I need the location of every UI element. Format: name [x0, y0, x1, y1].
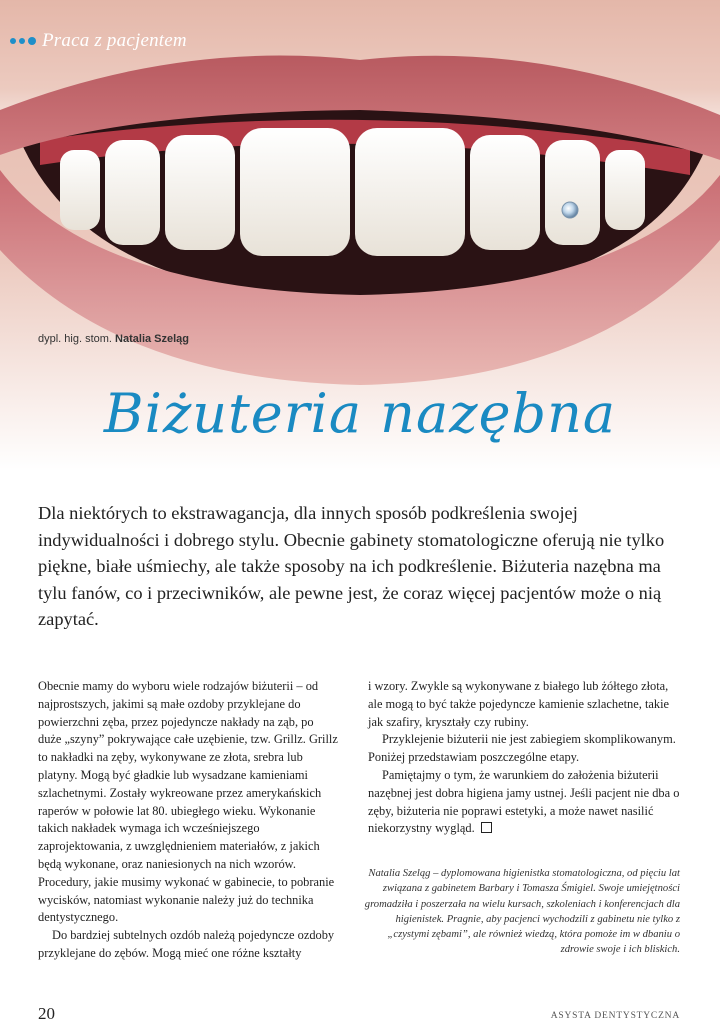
- author-byline: [38, 333, 189, 345]
- author-bio: Natalia Szeląg – dyplomowana higienistka stomatologiczna, od pięciu lat związana z gabinetem Barbary i Tomasza Śmigiel. Swoje umiejętności gromadziła i poszerzała na wielu kursach, szkoleniach i konferencjach dla higienistek. Pragnie, aby pacjenci wychodzili z gabinetu nie tylko z „czystymi zębami”, ale również wiedzą, która pomoże im w dbaniu o zdrowie swoje i ich bliskich.: [364, 868, 680, 956]
- paragraph: Obecnie mamy do wyboru wiele rodzajów biżuterii – od najprostszych, jakimi są małe ozdoby przyklejane do powierzchni zęba, przez pojedyncze nakłady na ząb, po duże „szyny” pokrywające całe uzębienie, tzw. Grillz. Grillz to nakładki na zęby, wykonywane ze złota, srebra lub platyny. Mogą być gładkie lub wysadzane kamieniami szlachetnymi. Zostały wykreowane przez amerykańskich raperów w połowie lat 80. ubiegłego wieku. Wykonanie takich nakładek wymaga ich wcześniejszego zaprojektowania, z uwzględnieniem materiałów, z jakich będą wykonane, oraz naniesionych na nich wzorów. Procedury, jakie musimy wykonać w gabinecie, to pobranie wycisków, natomiast wykonanie należy już do technika dentystycznego.: [38, 679, 338, 925]
- section-dots-icon: [10, 37, 36, 45]
- author-name: Natalia Szeląg: [115, 333, 190, 345]
- end-of-article-icon: [481, 822, 492, 833]
- tooth-jewel-icon: [562, 202, 578, 218]
- section-title: Praca z pacjentem: [42, 30, 187, 51]
- author-prefix: dypl. hig. stom.: [38, 333, 112, 345]
- paragraph: i wzory. Zwykle są wykonywane z białego lub żółtego złota, ale mogą to być także pojedyncze kamienie szlachetne, takie jak szafiry, kryształy czy rubiny.: [368, 679, 670, 729]
- magazine-name: ASYSTA DENTYSTYCZNA: [550, 1011, 680, 1021]
- page-number: 20: [38, 1004, 55, 1023]
- article-lead: Dla niektórych to ekstrawagancja, dla innych sposób podkreślenia swojej indywidualności i dobrego stylu. Obecnie gabinety stomatologiczne oferują nie tylko piękne, białe uśmiechy, ale także sposoby na ich podkreślenie. Biżuteria nazębna ma tylu fanów, co i przeciwników, ale pewne jest, że coraz więcej pacjentów może o nią zapytać.: [38, 503, 665, 629]
- paragraph: Przyklejenie biżuterii nie jest zabiegiem skomplikowanym. Poniżej przedstawiam poszczególne etapy.: [368, 732, 676, 765]
- column-right: [368, 678, 680, 838]
- article-title: Biżuteria nazębna: [103, 382, 617, 445]
- column-left: [38, 678, 338, 963]
- paragraph: Do bardziej subtelnych ozdób należą pojedyncze ozdoby przyklejane do zębów. Mogą mieć one różne kształty: [38, 928, 335, 960]
- paragraph: Pamiętajmy o tym, że warunkiem do założenia biżuterii nazębnej jest dobra higiena jamy ustnej. Jeśli pacjent nie dba o zęby, biżuteria nie poprawi estetyki, a może nawet nasilić niekorzystny wygląd.: [368, 767, 680, 836]
- section-tag: [10, 30, 187, 52]
